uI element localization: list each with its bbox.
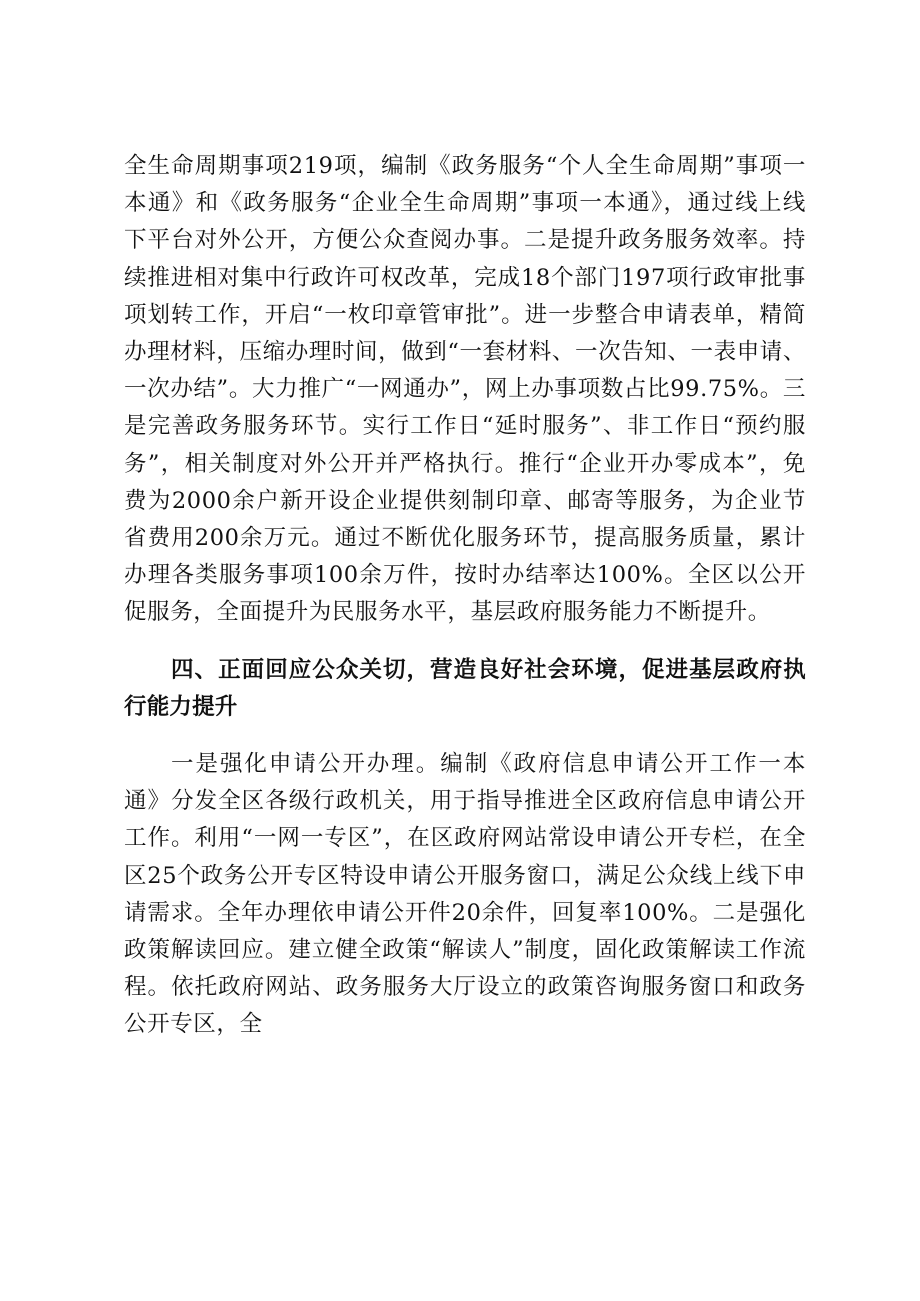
body-paragraph-continued: 全生命周期事项219项，编制《政务服务“个人全生命周期”事项一本通》和《政务服务“企业全生命周期”事项一本通》，通过线上线下平台对外公开，方便公众查阅办事。二是提升政务服务效率。持续推进相对集中行政许可权改革，完成18个部门197项行政审批事项划转工作，开启“一枚印章管审批”。进一步整合申请表单，精简办理材料，压缩办理时间，做到“一套材料、一次告知、一表申请、一次办结”。大力推广“一网通办”，网上办事项数占比99.75%。三是完善政务服务环节。实行工作日“延时服务”、非工作日“预约服务”，相关制度对外公开并严格执行。推行“企业开办零成本”，免费为2000余户新开设企业提供刻制印章、邮寄等服务，为企业节省费用200余万元。通过不断优化服务环节，提高服务质量，累计办理各类服务事项100余万件，按时办结率达100%。全区以公开促服务，全面提升为民服务水平，基层政府服务能力不断提升。 (124, 153, 807, 626)
document-page (124, 148, 806, 1044)
body-paragraph-application-disclosure: 一是强化申请公开办理。编制《政府信息申请公开工作一本通》分发全区各级行政机关，用于指导推进全区政府信息申请公开工作。利用“一网一专区”，在区政府网站常设申请公开专栏，在全区25个政务公开专区特设申请公开服务窗口，满足公众线上线下申请需求。全年办理依申请公开件20余件，回复率100%。二是强化政策解读回应。建立健全政策“解读人”制度，固化政策解读工作流程。依托政府网站、政务服务大厅设立的政策咨询服务窗口和政务公开专区，全 (124, 751, 806, 1038)
section-heading-4: 四、正面回应公众关切，营造良好社会环境，促进基层政府执行能力提升 (124, 656, 806, 720)
